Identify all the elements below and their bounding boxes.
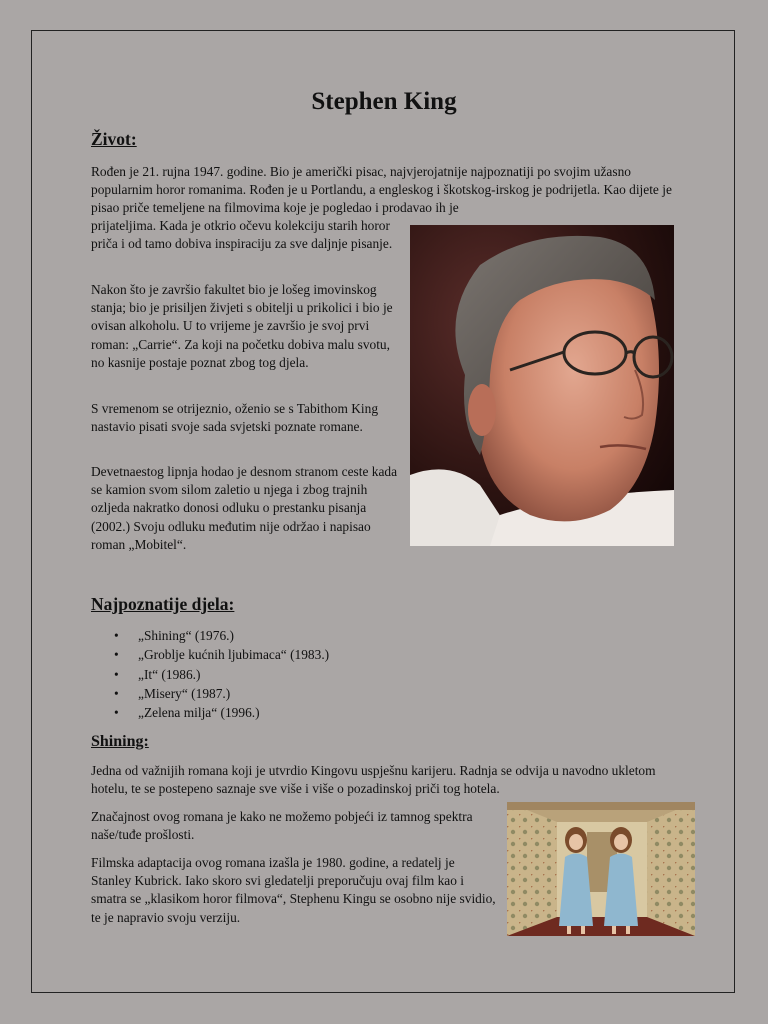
zivot-paragraph-4: Devetnaestog lipnja hodao je desnom stranom ceste kada se kamion svom silom zaletio u njega i zbog trajnih ozljeda nakratko donosi odluku o prestanku pisanja (2002.) Svoju odluku međutim nije održao i napisao roman „Mobitel“. [91, 464, 398, 552]
list-item: • „Groblje kućnih ljubimaca“ (1983.) [92, 645, 329, 664]
portrait-photo [410, 225, 674, 546]
djela-heading: Najpoznatije djela: [91, 594, 235, 614]
zivot-heading: Život: [91, 129, 137, 149]
shining-paragraph-3: Filmska adaptacija ovog romana izašla je 1980. godine, a redatelj je Stanley Kubrick. Iako skoro svi gledatelji preporučuju ovaj film kao i smatra se „klasikom horor filmova“, Stephenu Kingu se osobno nije svidio, te je napravio svoju verziju. [91, 855, 496, 925]
zivot-paragraph-2: Nakon što je završio fakultet bio je lošeg imovinskog stanja; bio je prisiljen živjeti s obitelji u prikolici i bio je ovisan alkoholu. U to vrijeme je završio je svoj prvi roman: „Carrie“. Za koji na početku dobiva malu svotu, no kasnije postaje poznat zbog tog djela. [91, 282, 393, 370]
shining-twins-photo [507, 802, 695, 936]
zivot-paragraph-3: S vremenom se otrijeznio, oženio se s Tabithom King nastavio pisati svoje sada svjetski poznate romane. [91, 401, 379, 435]
list-item: • „Misery“ (1987.) [92, 684, 329, 703]
page-title: Stephen King [311, 88, 457, 115]
zivot-intro-cont: prijateljima. Kada je otkrio očevu kolekciju starih horor priča i od tamo dobiva inspiraciju za sve daljnje pisanje. [91, 218, 393, 252]
shining-heading: Shining: [91, 733, 149, 750]
list-item: • „It“ (1986.) [92, 665, 329, 684]
zivot-intro: Rođen je 21. rujna 1947. godine. Bio je američki pisac, najvjerojatnije najpoznatiji po svojim užasno popularnim horor romanima. Rođen je u Portlandu, a engleskog i škotskog-irskog je podrijetla. Kao dijete je pisao priče temeljene na filmovima koje je pogledao i prodavao ih je [91, 164, 672, 216]
list-item: • „Zelena milja“ (1996.) [92, 703, 329, 722]
list-item: • „Shining“ (1976.) [92, 626, 329, 645]
shining-paragraph-2: Značajnost ovog romana je kako ne možemo pobjeći iz tamnog spektra naše/tuđe prošlosti. [91, 809, 473, 843]
shining-paragraph-1: Jedna od važnijih romana koji je utvrdio Kingovu uspješnu karijeru. Radnja se odvija u navodno ukletom hotelu, te se postepeno saznaje sve više i više o pozadinskoj priči tog hotela. [91, 763, 656, 797]
works-list [92, 626, 329, 722]
